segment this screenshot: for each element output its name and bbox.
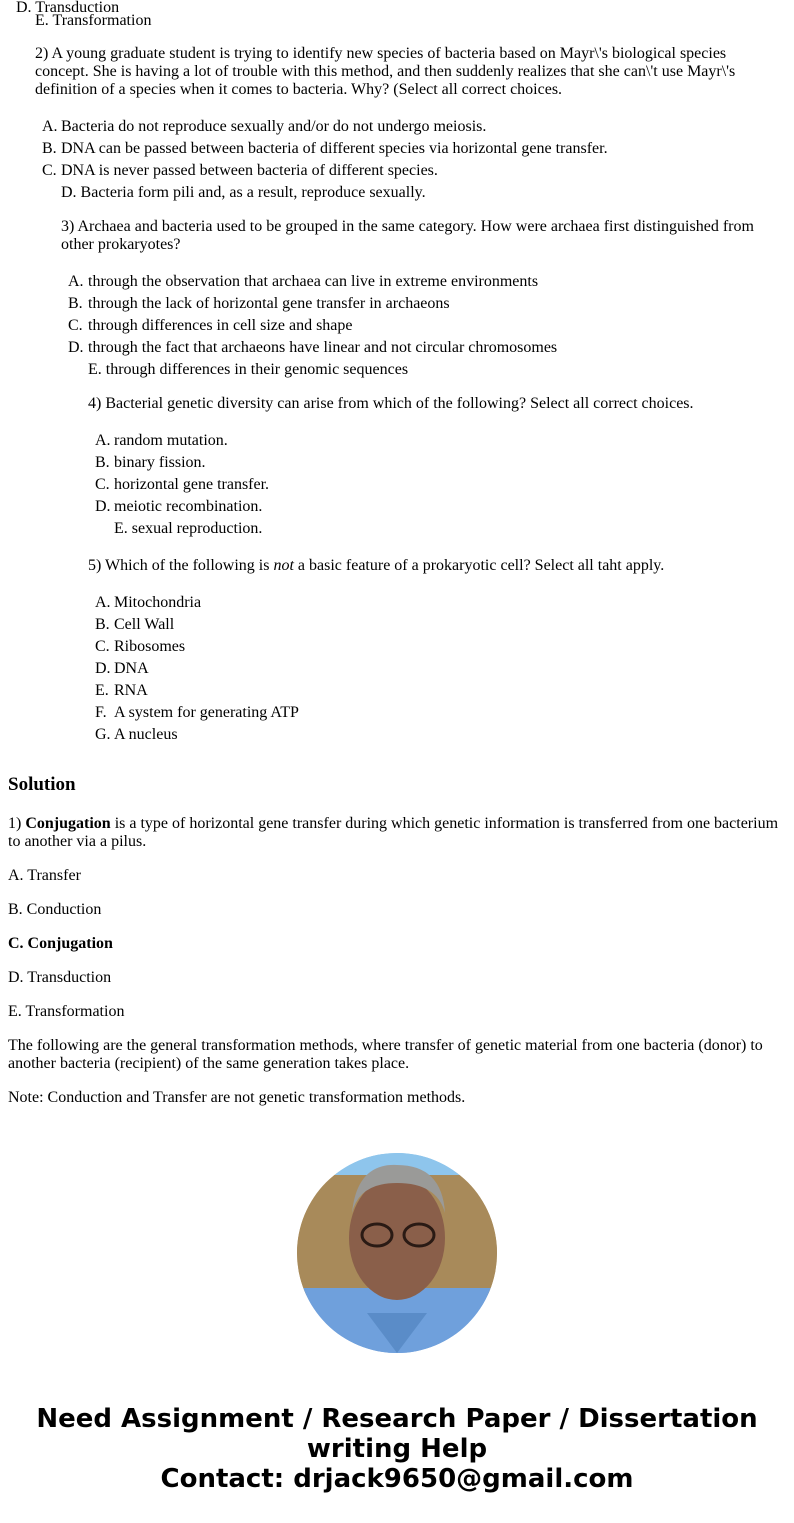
option-text: DNA can be passed between bacteria of different species via horizontal gene transfer.: [61, 140, 608, 157]
option-text: Mitochondria: [114, 594, 202, 611]
option-text: through differences in cell size and shape: [88, 317, 353, 334]
question-3-text: 3) Archaea and bacteria used to be grouped in the same category. How were archaea first distinguished from other prokaryotes?: [61, 218, 754, 253]
option-letter: D.: [68, 339, 84, 356]
option-text: through the observation that archaea can live in extreme environments: [88, 273, 539, 290]
option-text: through the fact that archaeons have linear and not circular chromosomes: [88, 339, 558, 356]
q5-text-after: a basic feature of a prokaryotic cell? Select all taht apply.: [293, 557, 665, 574]
question-4-option-e: E. sexual reproduction.: [114, 520, 263, 537]
option-letter: B.: [68, 295, 83, 312]
answer-choice: B. Conduction: [8, 901, 102, 918]
solution-heading: Solution: [8, 774, 76, 795]
option-text: through the lack of horizontal gene transfer in archaeons: [88, 295, 450, 312]
option-letter: D.: [95, 660, 111, 677]
question-3-option-e: E. through differences in their genomic sequences: [88, 361, 409, 378]
option-letter: A.: [68, 273, 84, 290]
option-letter: C.: [68, 317, 83, 334]
option-letter: D.: [95, 498, 111, 515]
option-text: A system for generating ATP: [114, 704, 299, 721]
answer-choice: E. Transformation: [8, 1003, 125, 1020]
intro-rest: is a type of horizontal gene transfer during which genetic information is transferred from one bacterium to another via a pilus.: [8, 815, 779, 850]
option-letter: A.: [95, 432, 111, 449]
answer-choice: A. Transfer: [8, 867, 81, 884]
q5-text-before: 5) Which of the following is: [88, 557, 274, 574]
q5-text-italic: not: [273, 557, 294, 574]
footer-line-2: writing Help: [306, 1434, 488, 1464]
question-5-text: [88, 557, 664, 575]
option-text: DNA: [114, 660, 149, 677]
option-text: A nucleus: [114, 726, 178, 743]
question-2-text: 2) A young graduate student is trying to identify new species of bacteria based on Mayr\'s biological species concept. She is having a lot of trouble with this method, and then suddenly realizes that she can\'t use Mayr\'s definition of a species when it comes to bacteria. Why? (Select all correct choices.: [35, 45, 736, 98]
option-text: horizontal gene transfer.: [114, 476, 270, 493]
correct-answer: C. Conjugation: [8, 935, 113, 952]
answer-choice: D. Transduction: [8, 969, 112, 986]
solution-paragraph: The following are the general transformation methods, where transfer of genetic material from one bacteria (donor) to another bacteria (recipient) of the same generation takes place.: [8, 1037, 763, 1072]
question-2-option-d: D. Bacteria form pili and, as a result, reproduce sexually.: [61, 184, 426, 201]
option-e-transformation: E. Transformation: [35, 12, 152, 29]
option-text: Ribosomes: [114, 638, 186, 655]
portrait-illustration: [297, 1153, 497, 1353]
option-text: DNA is never passed between bacteria of different species.: [61, 162, 438, 179]
option-text: random mutation.: [114, 432, 228, 449]
option-letter: A.: [42, 118, 58, 135]
intro-bold: Conjugation: [25, 815, 111, 832]
option-text: RNA: [114, 682, 148, 699]
question-4-text: 4) Bacterial genetic diversity can arise from which of the following? Select all correct choices.: [88, 395, 694, 412]
option-letter: E.: [95, 682, 109, 699]
solution-intro: [8, 815, 783, 851]
option-letter: F.: [95, 704, 107, 721]
intro-num: 1): [8, 815, 26, 832]
option-text: binary fission.: [114, 454, 206, 471]
option-letter: G.: [95, 726, 111, 743]
option-letter: C.: [95, 638, 110, 655]
option-letter: B.: [95, 454, 110, 471]
footer-line-3: Contact: drjack9650@gmail.com: [160, 1464, 634, 1494]
option-text: meiotic recombination.: [114, 498, 263, 515]
footer-line-1: Need Assignment / Research Paper / Dissertation: [36, 1404, 758, 1434]
option-letter: A.: [95, 594, 111, 611]
solution-note: Note: Conduction and Transfer are not genetic transformation methods.: [8, 1089, 466, 1106]
option-letter: B.: [42, 140, 57, 157]
option-letter: C.: [42, 162, 57, 179]
option-d-transduction: D. Transduction: [16, 0, 120, 16]
option-text: Cell Wall: [114, 616, 175, 633]
option-letter: C.: [95, 476, 110, 493]
option-letter: B.: [95, 616, 110, 633]
option-text: Bacteria do not reproduce sexually and/or do not undergo meiosis.: [61, 118, 487, 135]
author-photo: [297, 1153, 497, 1353]
